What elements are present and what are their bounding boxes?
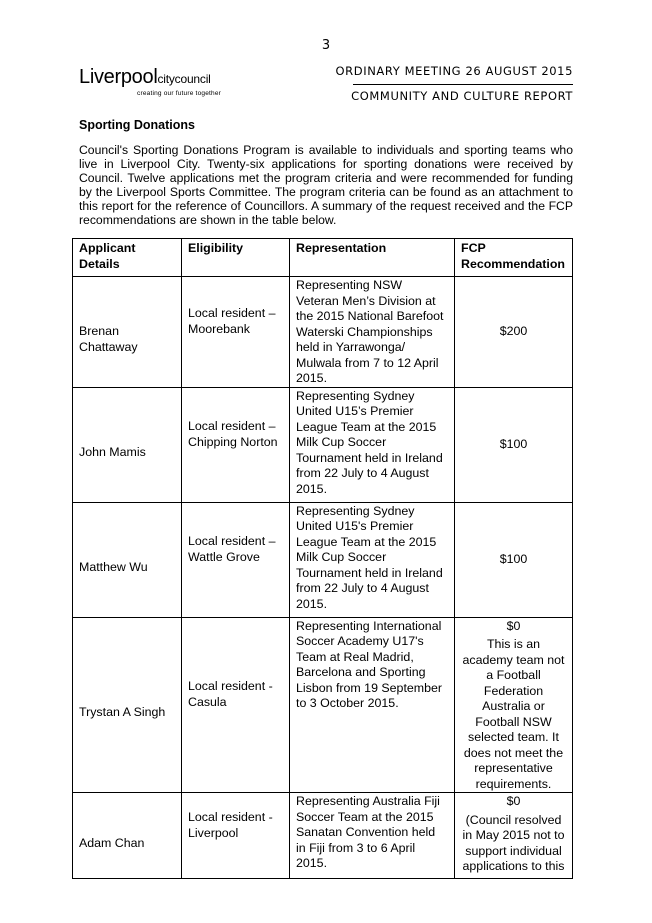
- meeting-header: [336, 62, 573, 103]
- recommendation-amount: $0: [506, 794, 521, 808]
- logo-tagline: creating our future together: [137, 90, 222, 97]
- representation-cell: Representing Australia Fiji Soccer Team at the 2015 Sanatan Convention held in Fiji from 3 to 6 April 2015.: [290, 793, 455, 879]
- recommendation-cell: [455, 387, 573, 502]
- recommendation-amount: $200: [499, 324, 528, 338]
- table-row: [73, 387, 573, 502]
- applicant-name: John Mamis: [79, 444, 146, 459]
- header-applicant: Applicant Details: [73, 239, 182, 277]
- applicant-name: Matthew Wu: [79, 559, 148, 574]
- applicant-name: Trystan A Singh: [79, 705, 166, 719]
- representation-cell: Representing NSW Veteran Men’s Division at the 2015 National Barefoot Waterski Championships held in Yarrawonga/ Mulwala from 7 to 12 April 2015.: [290, 277, 455, 388]
- table-row: [73, 617, 573, 793]
- applicant-cell: [73, 387, 182, 502]
- table-header-row: [73, 239, 573, 277]
- eligibility-text: Local resident - Casula: [188, 679, 273, 709]
- applicant-name: Adam Chan: [79, 835, 145, 850]
- recommendation-amount: $100: [499, 436, 528, 451]
- eligibility-text: Local resident – Moorebank: [188, 306, 276, 336]
- header-recommendation: FCP Recommendation: [455, 239, 573, 277]
- recommendation-amount: $0: [506, 618, 521, 633]
- eligibility-cell: [182, 387, 290, 502]
- eligibility-text: Local resident – Chipping Norton: [188, 419, 278, 449]
- representation-cell: Representing Sydney United U15’s Premier League Team at the 2015 Milk Cup Soccer Tournament held in Ireland from 22 July to 4 August 2015.: [290, 387, 455, 502]
- eligibility-cell: [182, 617, 290, 793]
- table-row: [73, 277, 573, 388]
- logo-name-part1: Liverpool: [79, 66, 158, 88]
- council-logo: [79, 68, 221, 97]
- recommendation-cell: [455, 617, 573, 793]
- eligibility-cell: [182, 502, 290, 617]
- logo-name-part2: citycouncil: [157, 72, 211, 86]
- recommendation-cell: [455, 502, 573, 617]
- donations-table: [72, 238, 573, 879]
- representation-cell: Representing International Soccer Academy U17's Team at Real Madrid, Barcelona and Sporting Lisbon from 19 September to 3 October 2015.: [290, 617, 455, 793]
- table-row: [73, 793, 573, 879]
- table-row: [73, 502, 573, 617]
- meeting-title: ORDINARY MEETING 26 AUGUST 2015: [335, 64, 573, 78]
- eligibility-text: Local resident – Wattle Grove: [188, 534, 276, 564]
- page-number: 3: [321, 38, 331, 53]
- recommendation-cell: [455, 277, 573, 388]
- applicant-cell: [73, 793, 182, 879]
- applicant-cell: [73, 617, 182, 793]
- applicant-cell: [73, 277, 182, 388]
- recommendation-cell: [455, 793, 573, 879]
- recommendation-amount: $100: [499, 551, 528, 566]
- applicant-name: Brenan Chattaway: [79, 324, 138, 354]
- header-divider: [353, 84, 573, 85]
- section-title: Sporting Donations: [79, 118, 195, 132]
- eligibility-text: Local resident - Liverpool: [188, 810, 273, 840]
- eligibility-cell: [182, 793, 290, 879]
- header-representation: Representation: [290, 239, 455, 277]
- recommendation-note: (Council resolved in May 2015 not to support individual applications to this: [462, 812, 565, 873]
- representation-cell: Representing Sydney United U15's Premier League Team at the 2015 Milk Cup Soccer Tournament held in Ireland from 22 July to 4 August 2015.: [290, 502, 455, 617]
- intro-paragraph: Council's Sporting Donations Program is available to individuals and sporting teams who live in Liverpool City. Twenty-six applications for sporting donations were received by Council. Twelve applications met the program criteria and were recommended for funding by the Liverpool Sports Committee. The program criteria can be found as an attachment to this report for the reference of Councillors. A summary of the request received and the FCP recommendations are shown in the table below.: [79, 143, 573, 227]
- applicant-cell: [73, 502, 182, 617]
- header-eligibility: Eligibility: [182, 239, 290, 277]
- eligibility-cell: [182, 277, 290, 388]
- recommendation-note: This is an academy team not a Football Federation Australia or Football NSW selected team. It does not meet the representative requirements.: [462, 637, 565, 791]
- report-title: COMMUNITY AND CULTURE REPORT: [351, 89, 573, 103]
